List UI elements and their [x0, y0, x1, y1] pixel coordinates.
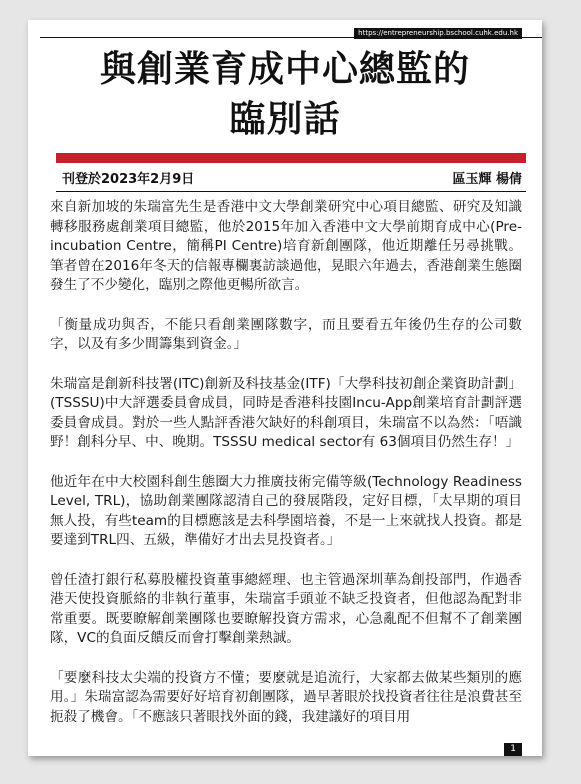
document-page [28, 20, 542, 756]
byline-row [56, 169, 526, 191]
author-names: 區玉輝 楊倩 [452, 172, 522, 187]
article-title-line-2: 臨別話 [229, 99, 341, 140]
paragraph: 他近年在中大校園科創生態圈大力推廣技術完備等級(Technology Readiness Level, TRL)，協助創業團隊認清自己的發展階段，定好目標，「太早期的項目無人投，有些team的目標應該是去科學園培養，不是一上來就找人投資。都是要達到TRL四、五級，準備好才出去見投資者。」 [50, 473, 522, 548]
article-body [50, 198, 522, 747]
paragraph: 來自新加坡的朱瑞富先生是香港中文大學創業研究中心項目總監、研究及知識轉移服務處創業項目總監，他於2015年加入香港中文大學前期育成中心(Pre-incubation Centre，簡稱PI Centre)培育新創團隊，他近期離任另尋挑戰。筆者曾在2016年冬天的信報專欄裏訪談過他，晃眼六年過去，香港創業生態圈發生了不少變化，臨別之際他更暢所欲言。 [50, 199, 522, 293]
header-bar [28, 28, 542, 40]
title-accent-bar [56, 153, 526, 163]
paragraph: 「衡量成功與否，不能只看創業團隊數字，而且要看五年後仍生存的公司數字，以及有多少間籌集到資金。」 [50, 316, 522, 352]
paragraph: 曾任渣打銀行私募股權投資董事總經理、也主管過深圳華為創投部門，作過香港天使投資脈絡的非執行董事，朱瑞富手頭並不缺乏投資者，但他認為配對非常重要。既要瞭解創業團隊也要瞭解投資方需求，心急亂配不但幫不了創業團隊，VC的負面反饋反而會打擊創業熱誠。 [50, 571, 522, 646]
article-title-line-1: 與創業育成中心總監的 [99, 49, 470, 90]
paragraph: 「要麼科技太尖端的投資方不懂；要麼就是追流行，大家都去做某些類別的應用。」朱瑞富認為需要好好培育初創團隊，過早著眼於找投資者往往是浪費甚至扼殺了機會。「不應該只著眼找外面的錢，我建議好的項目用 [50, 669, 522, 725]
byline-rule [56, 191, 526, 192]
paragraph: 朱瑞富是創新科技署(ITC)創新及科技基金(ITF)「大學科技初創企業資助計劃」(TSSSU)中大評選委員會成員，同時是香港科技園Incu-App創業培育計劃評選委員會成員。對於一些人點評香港欠缺好的科創項目，朱瑞富不以為然：「唔識野！創科分早、中、晚期。TSSSU medical sector有 63個項目仍然生存！」 [50, 375, 522, 450]
source-url[interactable]: https://entrepreneurship.bschool.cuhk.edu.hk [354, 28, 522, 39]
page-number: 1 [504, 743, 522, 756]
publish-date: 刊登於2023年2月9日 [62, 172, 195, 187]
